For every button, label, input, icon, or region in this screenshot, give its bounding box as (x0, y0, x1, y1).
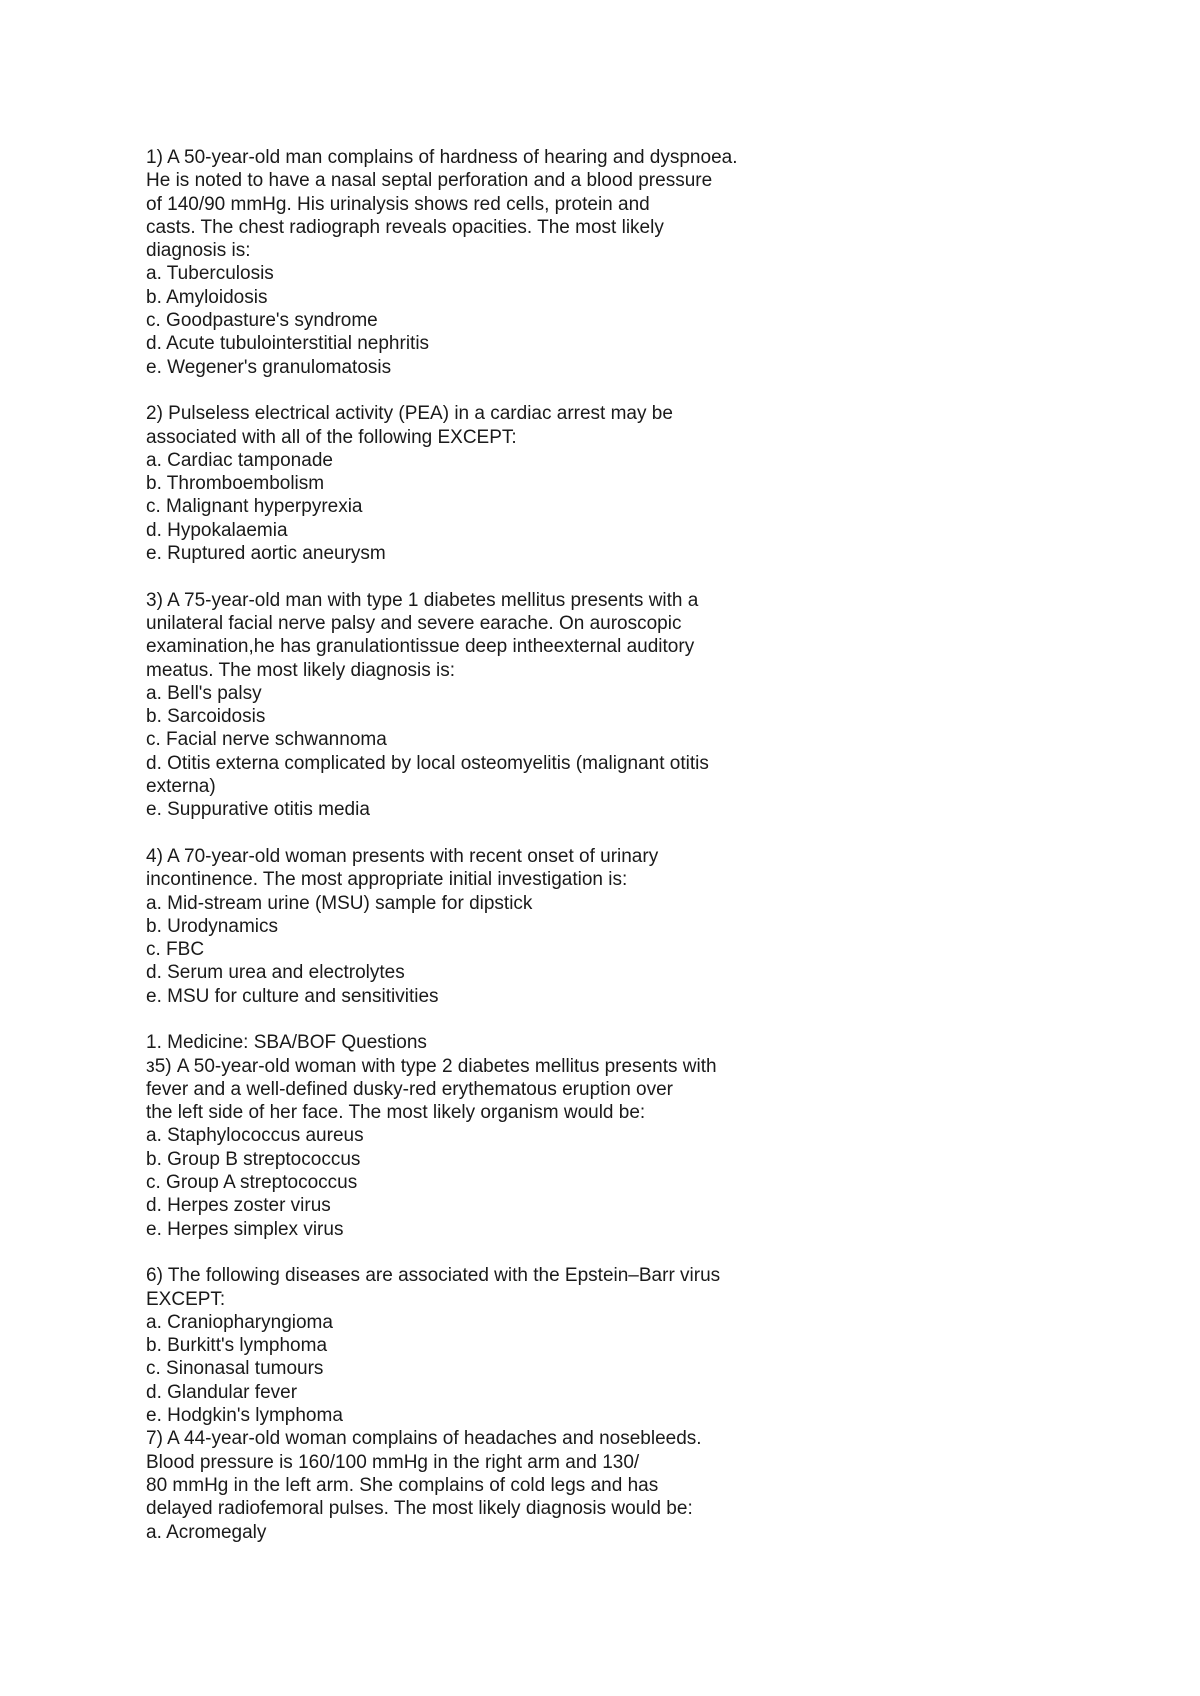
text-line: diagnosis is: (146, 240, 251, 262)
text-line: d. Otitis externa complicated by local osteomyelitis (malignant otitis (146, 752, 709, 774)
text-line: a. Craniopharyngioma (146, 1311, 333, 1333)
document-text (146, 146, 1106, 1544)
text-line: b. Urodynamics (146, 915, 278, 937)
text-line: c. Group A streptococcus (146, 1172, 358, 1194)
text-line: 1. Medicine: SBA/BOF Questions (146, 1032, 427, 1054)
text-line: b. Group B streptococcus (146, 1148, 361, 1170)
text-line: 4) A 70-year-old woman presents with recent onset of urinary (146, 845, 659, 867)
text-line: casts. The chest radiograph reveals opacities. The most likely (146, 216, 664, 238)
text-line: c. Goodpasture's syndrome (146, 310, 378, 332)
text-line: delayed radiofemoral pulses. The most likely diagnosis would be: (146, 1498, 693, 1520)
text-line: c. Sinonasal tumours (146, 1358, 324, 1380)
text-line: d. Hypokalaemia (146, 519, 288, 541)
text-line: a. Tuberculosis (146, 263, 274, 285)
text-line: e. Ruptured aortic aneurysm (146, 543, 386, 565)
text-line: b. Sarcoidosis (146, 706, 266, 728)
text-line: d. Glandular fever (146, 1381, 298, 1403)
text-line: c. Malignant hyperpyrexia (146, 496, 363, 518)
text-line (146, 822, 1106, 845)
text-line: fever and a well-defined dusky-red erythematous eruption over (146, 1078, 674, 1100)
text-line: a. Cardiac tamponade (146, 449, 333, 471)
text-line: 1) A 50-year-old man complains of hardness of hearing and dyspnoea. (146, 147, 738, 168)
text-line: d. Herpes zoster virus (146, 1195, 331, 1217)
text-line: associated with all of the following EXCEPT: (146, 426, 517, 448)
text-line: d. Acute tubulointerstitial nephritis (146, 333, 430, 355)
text-line: c. FBC (146, 939, 205, 961)
text-line (146, 565, 1106, 588)
text-line: e. Hodgkin's lymphoma (146, 1405, 343, 1427)
text-line (146, 1241, 1106, 1264)
text-line: e. MSU for culture and sensitivities (146, 985, 439, 1007)
text-line: b. Thromboembolism (146, 473, 325, 495)
text-line: the left side of her face. The most likely organism would be: (146, 1102, 646, 1124)
text-line (146, 379, 1106, 402)
text-line: incontinence. The most appropriate initial investigation is: (146, 869, 628, 891)
text-line: 2) Pulseless electrical activity (PEA) in a cardiac arrest may be (146, 403, 673, 425)
text-line: examination,he has granulationtissue deep intheexternal auditory (146, 636, 695, 658)
text-line: b. Burkitt's lymphoma (146, 1335, 328, 1357)
text-line: 7) A 44-year-old woman complains of headaches and nosebleeds. (146, 1428, 702, 1450)
text-line: of 140/90 mmHg. His urinalysis shows red cells, protein and (146, 193, 650, 215)
text-line: e. Herpes simplex virus (146, 1218, 344, 1240)
text-line: a. Mid-stream urine (MSU) sample for dipstick (146, 892, 533, 914)
text-line: externa) (146, 776, 216, 798)
text-line: meatus. The most likely diagnosis is: (146, 659, 456, 681)
text-line: з5) A 50-year-old woman with type 2 diabetes mellitus presents with (146, 1055, 717, 1077)
text-line: a. Acromegaly (146, 1521, 267, 1543)
text-line: EXCEPT: (146, 1288, 226, 1310)
text-line: 3) A 75-year-old man with type 1 diabetes mellitus presents with a (146, 589, 699, 611)
text-line: a. Staphylococcus aureus (146, 1125, 364, 1147)
text-line: 6) The following diseases are associated with the Epstein–Barr virus (146, 1265, 721, 1287)
text-line: Blood pressure is 160/100 mmHg in the right arm and 130/ (146, 1451, 640, 1473)
text-line: unilateral facial nerve palsy and severe earache. On auroscopic (146, 612, 682, 634)
text-line: a. Bell's palsy (146, 682, 262, 704)
text-line: 80 mmHg in the left arm. She complains of cold legs and has (146, 1474, 659, 1496)
text-line: b. Amyloidosis (146, 286, 268, 308)
text-line (146, 1008, 1106, 1031)
text-line: He is noted to have a nasal septal perforation and a blood pressure (146, 170, 713, 192)
text-line: e. Wegener's granulomatosis (146, 356, 392, 378)
text-line: e. Suppurative otitis media (146, 799, 370, 821)
text-line: c. Facial nerve schwannoma (146, 729, 387, 751)
text-line: d. Serum urea and electrolytes (146, 962, 405, 984)
